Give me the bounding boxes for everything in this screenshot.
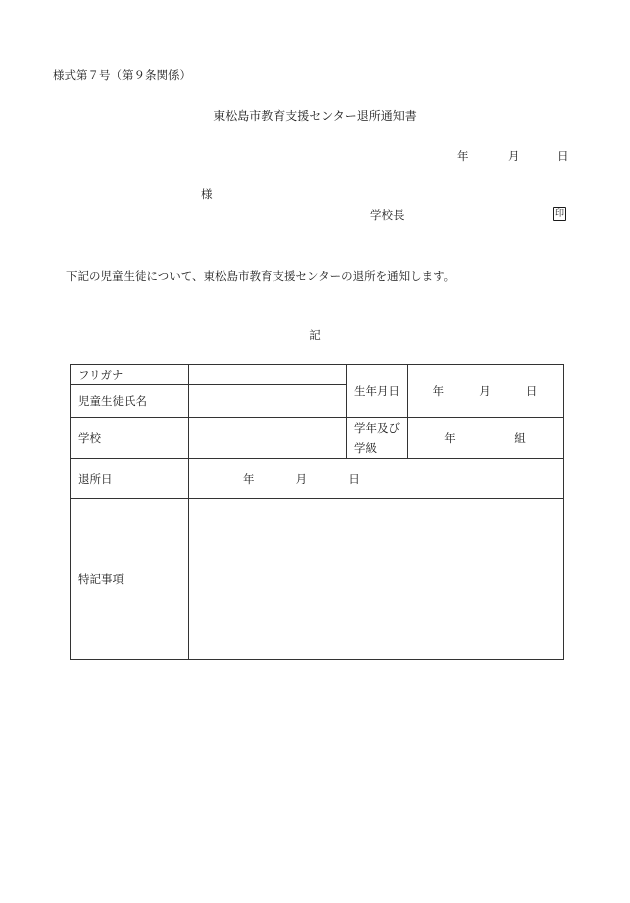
retire-year-unit: 年 [243,471,255,486]
grade-class-label [347,418,408,459]
birthdate-month-unit: 月 [479,384,491,398]
date-month-label: 月 [508,149,520,163]
principal-label: 学校長 [370,208,405,222]
grade-unit: 年 [444,431,456,445]
furigana-label: フリガナ [71,365,189,385]
birthdate-label: 生年月日 [347,365,408,418]
seal-mark [553,206,566,221]
form-number: 様式第７号（第９条関係） [53,68,191,82]
seal-stamp-icon: 印 [554,209,564,219]
grade-class-label-line2: 学級 [354,441,377,455]
student-name-field[interactable] [189,385,347,418]
addressee-suffix: 様 [201,187,213,201]
retire-month-unit: 月 [295,471,308,486]
grade-class-field[interactable] [408,418,564,459]
grade-class-label-line1: 学年及び [354,421,400,435]
class-unit: 組 [514,431,526,445]
notice-body-text: 下記の児童生徒について、東松島市教育支援センターの退所を通知します。 [66,269,456,283]
notes-field[interactable] [189,499,564,660]
birthdate-field[interactable] [408,365,564,418]
student-info-table [70,364,564,660]
retire-date-label: 退所日 [71,459,189,499]
student-name-label: 児童生徒氏名 [71,385,189,418]
school-label: 学校 [71,418,189,459]
document-title: 東松島市教育支援センター退所通知書 [213,109,417,123]
retire-date-field[interactable] [189,459,564,499]
notes-label: 特記事項 [71,499,189,660]
furigana-field[interactable] [189,365,347,385]
date-year-label: 年 [457,149,469,163]
date-day-label: 日 [557,149,569,163]
retire-day-unit: 日 [348,471,360,486]
birthdate-day-unit: 日 [525,384,538,398]
birthdate-year-unit: 年 [432,384,445,398]
ki-heading: 記 [309,328,321,342]
school-field[interactable] [189,418,347,459]
